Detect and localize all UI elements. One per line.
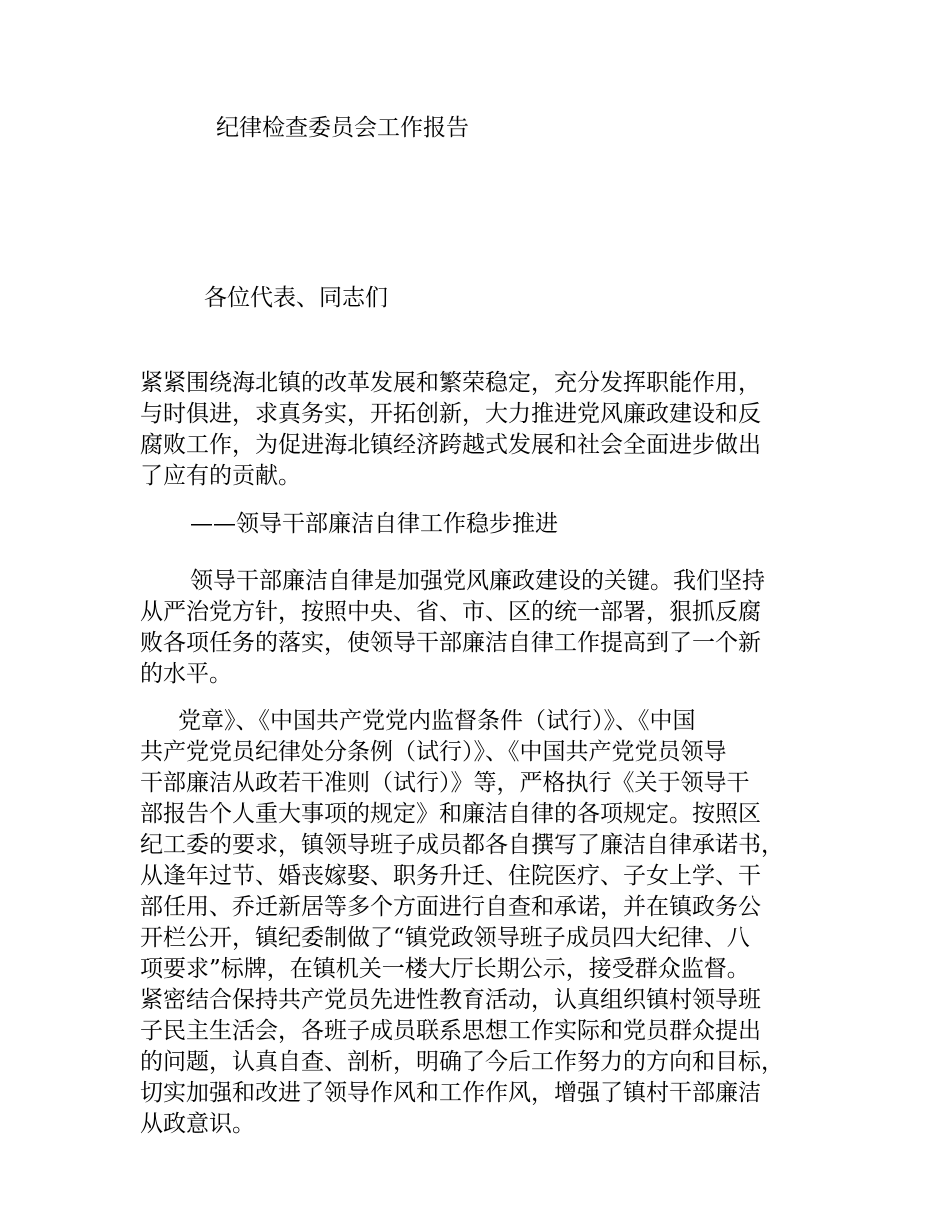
text-line: 从政意识。 (140, 1111, 255, 1137)
text-line: 领导干部廉洁自律是加强党风廉政建设的关键。我们坚持 (190, 568, 765, 594)
text-line: 共产党党员纪律处分条例（试行）》、《中国共产党党员领导 (140, 739, 727, 765)
text-line: 切实加强和改进了领导作风和工作作风，增强了镇村干部廉洁 (140, 1080, 761, 1106)
section-heading: ——领导干部廉洁自律工作稳步推进 (190, 511, 558, 537)
text-line: 败各项任务的落实，使领导干部廉洁自律工作提高到了一个新 (140, 630, 761, 656)
text-line: 的水平。 (140, 661, 232, 687)
text-line: 干部廉洁从政若干准则（试行）》等，严格执行《关于领导干 (140, 770, 750, 796)
document-title: 纪律检查委员会工作报告 (216, 115, 469, 141)
text-line: 子民主生活会，各班子成员联系思想工作实际和党员群众提出 (140, 1018, 761, 1044)
paragraph-regulations (140, 706, 830, 1140)
text-line: 项要求”标牌，在镇机关一楼大厅长期公示，接受群众监督。 (140, 956, 750, 982)
text-line: 了应有的贡献。 (140, 463, 301, 489)
text-line: 紧密结合保持共产党员先进性教育活动，认真组织镇村领导班 (140, 987, 761, 1013)
text-line: 党章》、《中国共产党党内监督条件（试行）》、《中国 (178, 708, 696, 734)
text-line: 部报告个人重大事项的规定》和廉洁自律的各项规定。按照区 (140, 801, 761, 827)
text-line: 开栏公开，镇纪委制做了“镇党政领导班子成员四大纪律、八 (140, 925, 750, 951)
paragraph-self-discipline (140, 566, 830, 690)
text-line: 的问题，认真自查、剖析，明确了今后工作努力的方向和目标， (140, 1049, 784, 1075)
text-line: 从逢年过节、婚丧嫁娶、职务升迁、住院医疗、子女上学、干 (140, 863, 761, 889)
text-line: 紧紧围绕海北镇的改革发展和繁荣稳定，充分发挥职能作用， (140, 370, 761, 396)
text-line: 部任用、乔迁新居等多个方面进行自查和承诺，并在镇政务公 (140, 894, 761, 920)
text-line: 与时俱进，求真务实，开拓创新，大力推进党风廉政建设和反 (140, 401, 761, 427)
greeting: 各位代表、同志们 (204, 285, 388, 311)
paragraph-intro (140, 368, 830, 492)
text-line: 从严治党方针，按照中央、省、市、区的统一部署，狠抓反腐 (140, 599, 761, 625)
text-line: 腐败工作，为促进海北镇经济跨越式发展和社会全面进步做出 (140, 432, 761, 458)
text-line: 纪工委的要求，镇领导班子成员都各自撰写了廉洁自律承诺书， (140, 832, 784, 858)
